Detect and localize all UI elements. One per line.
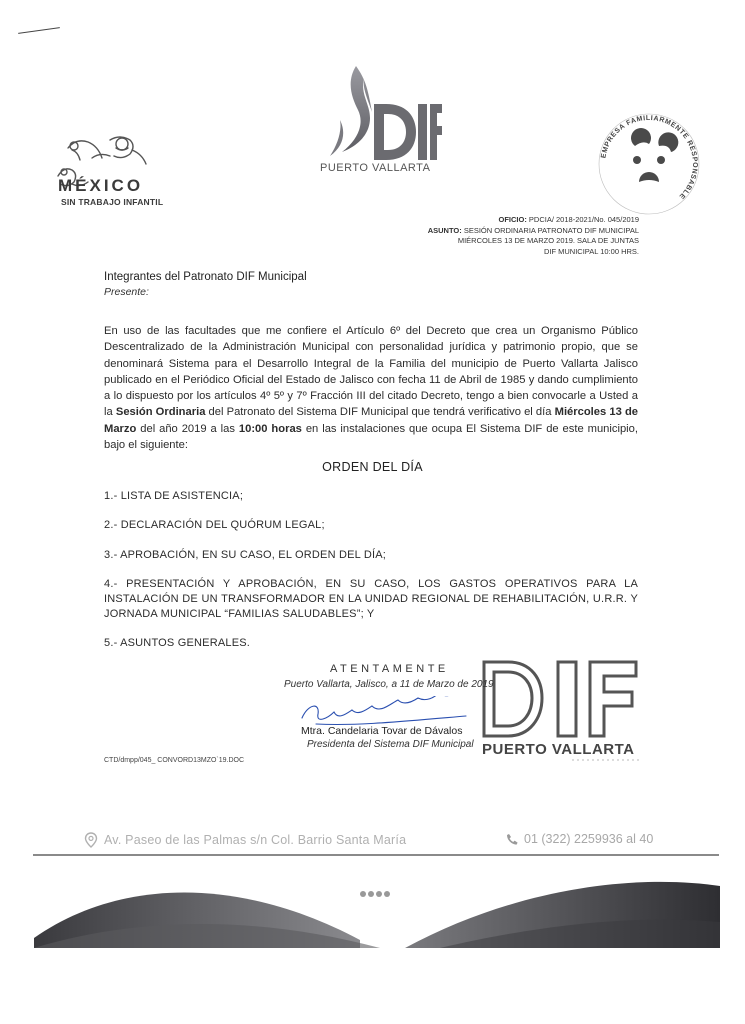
signer-role: Presidenta del Sistema DIF Municipal	[307, 739, 474, 750]
asunto-line-3: DIF MUNICIPAL 10:00 HRS.	[543, 246, 639, 256]
body-paragraph: En uso de las facultades que me confiere el Artículo 6º del Decreto que crea un Organismo Público Descentralizado de la Administración Municipal con personalidad jurídica y patrimonio propio, que se denominará Sistema para el Desarrollo Integral de la Familia del municipio de Puerto Vallarta Jalisco publicado en el Periódico Oficial del Estado de Jalisco con fecha 11 de Abril de 1985 y dando cumplimiento a lo dispuesto por los artículos 4º 5º y 7º Fracción III del citado Decreto, tengo a bien convocarle a Usted a la Sesión Ordinaria del Patronato del Sistema DIF Municipal que tendrá verificativo el día Miércoles 13 de Marzo del año 2019 a las 10:00 horas en las instalaciones que ocupa El Sistema DIF de este municipio, bajo el siguiente:	[104, 325, 639, 452]
phone-icon	[506, 833, 519, 846]
greeting: Presente:	[104, 286, 149, 298]
location-pin-icon	[84, 832, 98, 848]
dif-logo-city: PUERTO VALLARTA	[320, 162, 431, 174]
empresa-familiarmente-responsable-logo	[595, 110, 703, 218]
agenda-item: 3.- APROBACIÓN, EN SU CASO, EL ORDEN DEL DÍA;	[104, 549, 387, 561]
dif-logo	[312, 60, 442, 170]
dot	[376, 891, 382, 897]
addressee: Integrantes del Patronato DIF Municipal	[104, 271, 307, 283]
agenda-title: ORDEN DEL DÍA	[322, 460, 423, 474]
reference-block	[309, 215, 639, 257]
agenda-item: 1.- LISTA DE ASISTENCIA;	[104, 490, 244, 502]
footer-wave-graphic	[0, 856, 745, 1024]
file-reference: CTD/dmpp/045_ CONVORD13MZO`19.DOC	[104, 757, 245, 764]
agenda-item: 2.- DECLARACIÓN DEL QUÓRUM LEGAL;	[104, 519, 325, 531]
footer-address	[84, 832, 406, 848]
svg-text:PUERTO VALLARTA: PUERTO VALLARTA	[482, 741, 635, 758]
dif-stamp	[472, 656, 650, 764]
decorative-dots	[360, 891, 390, 897]
mexico-logo-name: MÉXICO	[58, 176, 144, 195]
footer-address-text: Av. Paseo de las Palmas s/n Col. Barrio Santa María	[104, 833, 407, 847]
dot	[368, 891, 374, 897]
dot	[360, 891, 366, 897]
agenda-item: 5.- ASUNTOS GENERALES.	[104, 637, 251, 649]
dot	[384, 891, 390, 897]
agenda-item: 4.- PRESENTACIÓN Y APROBACIÓN, EN SU CASO, LOS GASTOS OPERATIVOS PARA LA INSTALACIÓN DE UN TRANSFORMADOR EN LA UNIDAD REGIONAL DE REHABILITACIÓN, U.R.R. Y JORNADA MUNICIPAL “FAMILIAS SALUDABLES”; Y	[104, 578, 638, 620]
svg-text:EMPRESA FAMILIARMENTE RESPONSA: EMPRESA FAMILIARMENTE RESPONSABLE	[600, 114, 699, 201]
mexico-logo-subtitle: SIN TRABAJO INFANTIL	[61, 197, 164, 207]
pen-stroke-mark	[18, 27, 60, 34]
asunto-line-2: MIÉRCOLES 13 DE MARZO 2019. SALA DE JUNTAS	[457, 236, 639, 245]
footer-phone-text: 01 (322) 2259936 al 40	[524, 832, 654, 846]
asunto-line: ASUNTO: SESIÓN ORDINARIA PATRONATO DIF MUNICIPAL	[427, 225, 639, 235]
closing-atentamente: ATENTAMENTE	[330, 663, 449, 675]
footer-phone	[506, 832, 653, 846]
oficio-line: OFICIO: PDCIA/ 2018-2021/No. 045/2019	[498, 215, 639, 224]
place-date: Puerto Vallarta, Jalisco, a 11 de Marzo de 2019	[284, 679, 494, 690]
signer-name: Mtra. Candelaria Tovar de Dávalos	[301, 725, 463, 737]
